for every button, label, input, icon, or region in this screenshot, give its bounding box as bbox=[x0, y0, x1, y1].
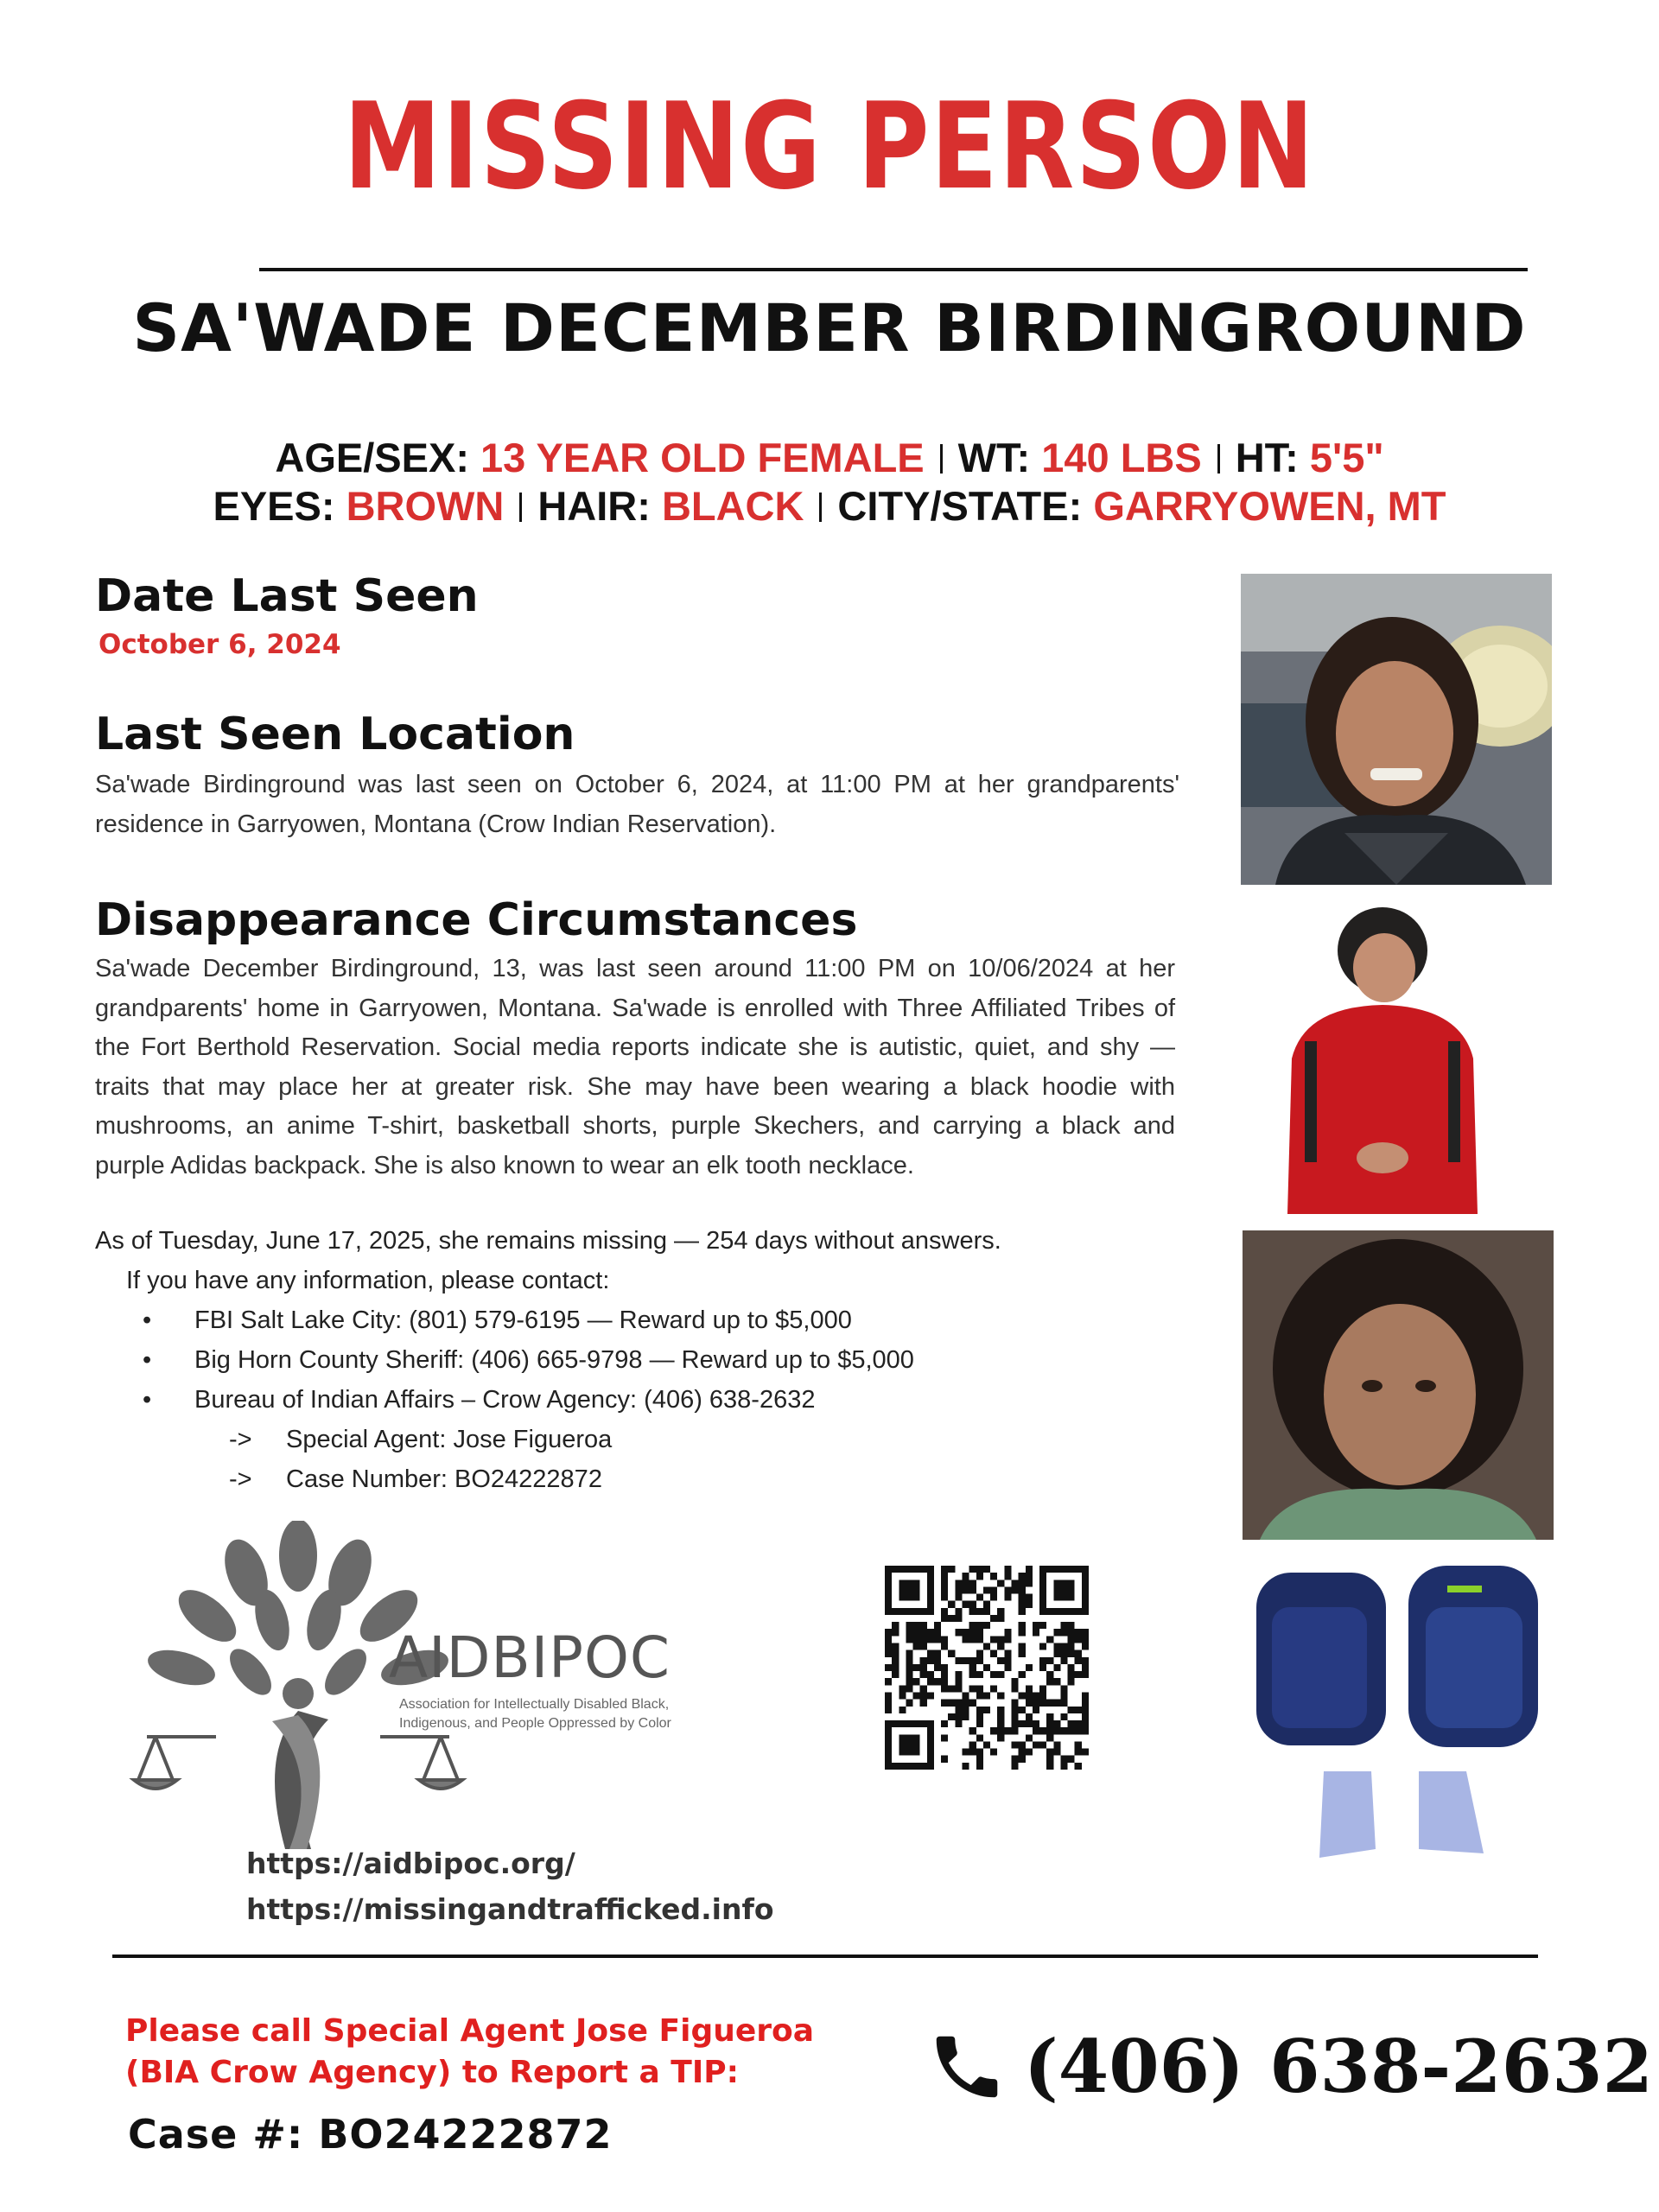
photo-shoes bbox=[1306, 1763, 1498, 1868]
age-sex-value: 13 YEAR OLD FEMALE bbox=[480, 435, 925, 480]
qr-code[interactable] bbox=[885, 1566, 1089, 1770]
hair-value: BLACK bbox=[661, 483, 804, 529]
weight-value: 140 LBS bbox=[1041, 435, 1202, 480]
city-value: GARRYOWEN, MT bbox=[1093, 483, 1446, 529]
separator bbox=[940, 444, 943, 474]
photo-selfie bbox=[1241, 574, 1552, 885]
age-sex-label: AGE/SEX: bbox=[275, 435, 469, 480]
contact-intro: If you have any information, please contact: bbox=[126, 1267, 610, 1294]
last-seen-location-heading: Last Seen Location bbox=[95, 709, 575, 760]
person-name: SA'WADE DECEMBER BIRDINGROUND bbox=[132, 289, 1527, 366]
eyes-label: EYES: bbox=[213, 483, 335, 529]
hair-label: HAIR: bbox=[537, 483, 651, 529]
bottom-divider bbox=[112, 1955, 1538, 1958]
stats-row-2 bbox=[0, 482, 1659, 530]
tip-phone-number[interactable]: (406) 638-2632 bbox=[1024, 2024, 1654, 2109]
city-label: CITY/STATE: bbox=[837, 483, 1083, 529]
page-title: MISSING PERSON bbox=[343, 77, 1316, 216]
contact-sub-item: -> Case Number: BO24222872 bbox=[229, 1465, 602, 1493]
top-divider bbox=[259, 268, 1528, 271]
contact-item: • Bureau of Indian Affairs – Crow Agency: (406) 638-2632 bbox=[143, 1386, 816, 1414]
date-last-seen-value: October 6, 2024 bbox=[99, 629, 341, 660]
tip-line-1: Please call Special Agent Jose Figueroa bbox=[125, 2013, 815, 2049]
last-seen-location-text: Sa'wade Birdinground was last seen on October 6, 2024, at 11:00 PM at her grandparents' residence in Garryowen, Montana (Crow Indian Reservation). bbox=[95, 771, 1179, 838]
stats-row-1 bbox=[0, 434, 1659, 481]
status-line: As of Tuesday, June 17, 2025, she remains missing — 254 days without answers. bbox=[95, 1227, 1001, 1255]
tip-line-2: (BIA Crow Agency) to Report a TIP: bbox=[125, 2055, 740, 2090]
contact-item: • FBI Salt Lake City: (801) 579-6195 — Reward up to $5,000 bbox=[143, 1306, 852, 1334]
date-last-seen-heading: Date Last Seen bbox=[95, 570, 479, 622]
weight-label: WT: bbox=[957, 435, 1031, 480]
org-tagline: Association for Intellectually Disabled Black, Indigenous, and People Oppressed by Color bbox=[399, 1697, 671, 1731]
contact-item: • Big Horn County Sheriff: (406) 665-9798 — Reward up to $5,000 bbox=[143, 1346, 914, 1374]
circumstances-text: Sa'wade December Birdinground, 13, was last seen around 11:00 PM on 10/06/2024 at her grandparents' home in Garryowen, Montana. Sa'wade is enrolled with Three Affiliated Tribes of the Fort Berthold Reservation. Social media reports indicate she is autistic, quiet, and shy — traits that may place her at greater risk. She may have been wearing a black hoodie with mushrooms, an anime T-shirt, basketball shorts, purple Skechers, and carrying a black and purple Adidas backpack. She is also known to wear an elk tooth necklace. bbox=[95, 955, 1175, 1179]
separator bbox=[819, 493, 822, 522]
separator bbox=[519, 493, 522, 522]
org-name: AIDBIPOC bbox=[389, 1624, 671, 1691]
photo-school-portrait bbox=[1243, 1230, 1554, 1540]
contact-sub-item: -> Special Agent: Jose Figueroa bbox=[229, 1426, 613, 1453]
height-value: 5'5" bbox=[1309, 435, 1384, 480]
photo-red-hoodie bbox=[1270, 903, 1495, 1214]
photo-backpacks bbox=[1244, 1555, 1552, 1763]
org-url-1[interactable]: https://aidbipoc.org/ bbox=[246, 1847, 575, 1880]
org-url-2[interactable]: https://missingandtrafficked.info bbox=[246, 1892, 774, 1926]
separator bbox=[1217, 444, 1220, 474]
height-label: HT: bbox=[1235, 435, 1299, 480]
phone-icon bbox=[926, 2026, 1007, 2107]
eyes-value: BROWN bbox=[346, 483, 505, 529]
circumstances-heading: Disappearance Circumstances bbox=[95, 894, 858, 946]
case-number: Case #: BO24222872 bbox=[128, 2111, 613, 2158]
